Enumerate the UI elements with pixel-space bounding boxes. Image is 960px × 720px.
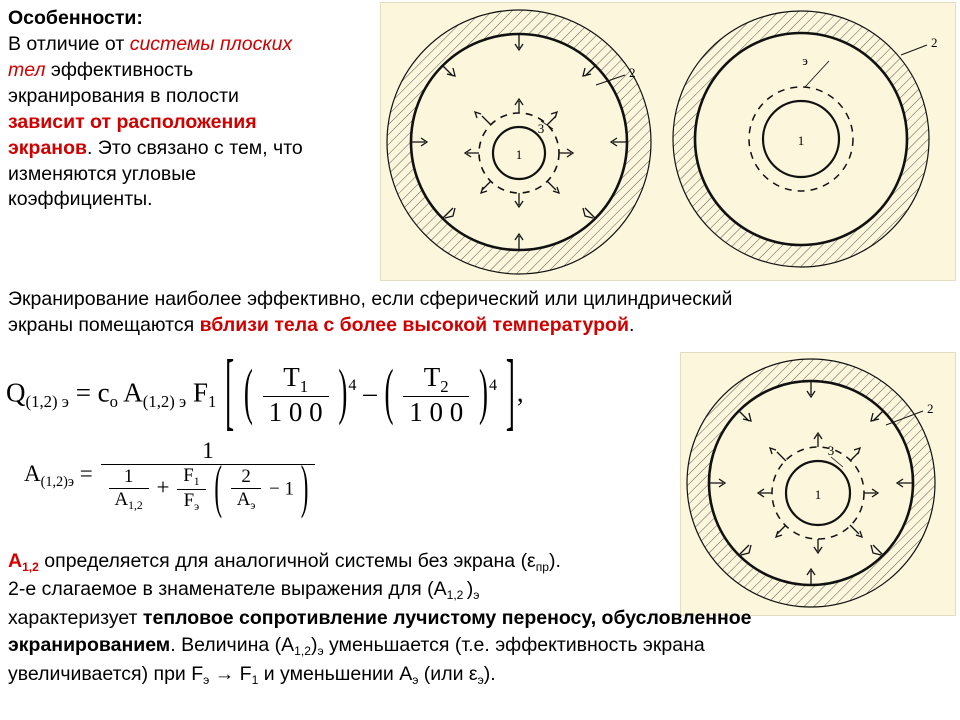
formula-effective-area — [24, 438, 317, 519]
bottom-line-4: экранированием. Величина $(А_{1,2})_э$ уменьшается (т.е. эффективность экрана — [8, 634, 705, 659]
label-screen-bottom: 3 — [827, 443, 835, 458]
formula1-fraction-t2 — [403, 362, 469, 428]
bottom-line-3: характеризует тепловое сопротивление лучистому переносу, обусловленное — [8, 606, 752, 629]
formula1-c-sub: o — [109, 392, 119, 412]
formula1-eq: = — [75, 377, 91, 408]
formula2-term1-num: 1 — [123, 466, 134, 488]
formula2-term1-a: A — [114, 489, 129, 511]
formula1-t2: T — [423, 362, 441, 392]
formula2-numerator: 1 — [202, 438, 214, 463]
formula1-q-sub: (1,2) э — [25, 392, 69, 412]
formula2-paren-close: ) — [300, 453, 309, 519]
formula1-f: F — [192, 377, 209, 408]
label-screen-left: 3 — [537, 121, 545, 136]
formula2-inner-num: 2 — [241, 466, 251, 488]
formula2-term2 — [177, 465, 205, 513]
formula2-term1 — [109, 466, 149, 512]
para2-line-2: экраны помещаются вблизи тела с более высокой температурой. — [8, 314, 635, 337]
label-body-bottom: 1 — [814, 487, 822, 502]
intro-line-3: экранирования в полости — [8, 84, 239, 107]
formula2-main-fraction — [101, 438, 316, 519]
label-body-right: 1 — [797, 133, 805, 148]
intro-emphasis-2: тел — [8, 58, 46, 81]
formula2-plus: + — [156, 474, 170, 500]
intro-line-2: тел эффективность — [8, 58, 194, 81]
formula1-hundred-1: 1 0 0 — [263, 396, 329, 428]
formula1-hundred-2: 1 0 0 — [403, 396, 469, 428]
formula1-paren1-open: ( — [243, 357, 253, 427]
formula2-term2-fe: F — [183, 489, 195, 511]
intro-line-6: изменяются угловые — [8, 162, 197, 185]
formula2-inner-minus: − 1 — [269, 478, 294, 500]
bottom-emphasis-2: экранированием — [8, 634, 171, 657]
intro-line-5: экранов. Это связано с тем, что — [8, 136, 303, 159]
bottom-a12-symbol: А — [8, 550, 23, 572]
formula1-t1-sub: 1 — [299, 376, 309, 396]
label-outer-right: 2 — [931, 35, 938, 50]
intro-text-block — [8, 6, 378, 213]
formula2-inner-a: A — [236, 489, 251, 511]
formula1-f-sub: 1 — [208, 392, 217, 412]
formula1-paren2-open: ( — [384, 357, 394, 427]
formula1-bracket-open: [ — [225, 343, 235, 440]
formula1-a-sub: (1,2) э — [142, 392, 187, 412]
bottom-emphasis-1: тепловое сопротивление лучистому переносу, обусловленное — [142, 606, 752, 629]
formula1-t1: T — [283, 362, 300, 392]
formula2-inner-fraction — [231, 466, 262, 512]
intro-emphasis-3: экранов — [8, 136, 87, 159]
formula1-comma: , — [516, 377, 524, 408]
bottom-a12-sub: 1,2 — [22, 560, 39, 575]
formula2-term1-sub: 1,2 — [128, 499, 143, 513]
formula-heat-flux — [6, 343, 524, 440]
formula2-term2-f1-sub: 1 — [193, 475, 200, 489]
formula1-c: c — [97, 377, 110, 408]
formula2-term2-f1: F — [183, 465, 194, 487]
figure-screens-comparison — [380, 2, 956, 281]
formula2-paren-open: ( — [214, 453, 223, 519]
label-outer-left: 2 — [629, 65, 636, 80]
bottom-line-2: 2-е слагаемое в знаменателе выражения для ($А_{1,2}$ )$_э$ — [8, 578, 480, 603]
formula-block — [0, 343, 680, 542]
intro-line-4: зависит от расположения — [8, 110, 257, 133]
formula2-a-sub: (1,2)э — [40, 474, 75, 490]
formula2-inner-sub: э — [250, 499, 256, 513]
para2-emphasis: вблизи тела с более высокой температурой — [199, 314, 629, 337]
formula1-paren2-close: ) — [478, 357, 488, 427]
formula2-eq: = — [79, 461, 93, 487]
bottom-line-1: $А_{1,2}$ определяется для аналогичной системы без экрана $(\varepsilon_{пр})$. — [8, 550, 561, 575]
formula1-power-1: 4 — [348, 375, 357, 394]
formula1-a: A — [123, 377, 143, 408]
bottom-line-5: увеличивается) при $F_э \to F_1$ и уменьшении $А_э$ (или $\varepsilon_э$). — [8, 662, 496, 688]
label-screen-right: э — [802, 53, 808, 68]
paragraph-screening-effectiveness — [8, 286, 948, 339]
formula2-term2-fe-sub: э — [194, 500, 200, 514]
formula1-bracket-close: ] — [505, 343, 515, 440]
formula1-paren1-close: ) — [338, 357, 348, 427]
formula1-t2-sub: 2 — [440, 376, 449, 396]
para2-line-1: Экранирование наиболее эффективно, если сферический или цилиндрический — [8, 288, 733, 310]
intro-line-7: коэффициенты. — [8, 188, 153, 211]
formula1-power-2: 4 — [488, 375, 498, 394]
bottom-arrow-icon: → — [214, 662, 235, 685]
formula1-q: Q — [6, 377, 26, 408]
label-body-left: 1 — [515, 147, 523, 162]
formula2-a: A — [24, 461, 41, 487]
bottom-text-block — [8, 548, 953, 689]
label-outer-bottom: 2 — [927, 401, 934, 416]
intro-emphasis-1: системы плоских — [129, 32, 293, 55]
intro-heading: Особенности: — [8, 7, 143, 29]
formula1-fraction-t1 — [263, 362, 329, 428]
formula1-minus: – — [363, 377, 377, 408]
intro-line-1: В отличие от системы плоских — [8, 32, 293, 55]
